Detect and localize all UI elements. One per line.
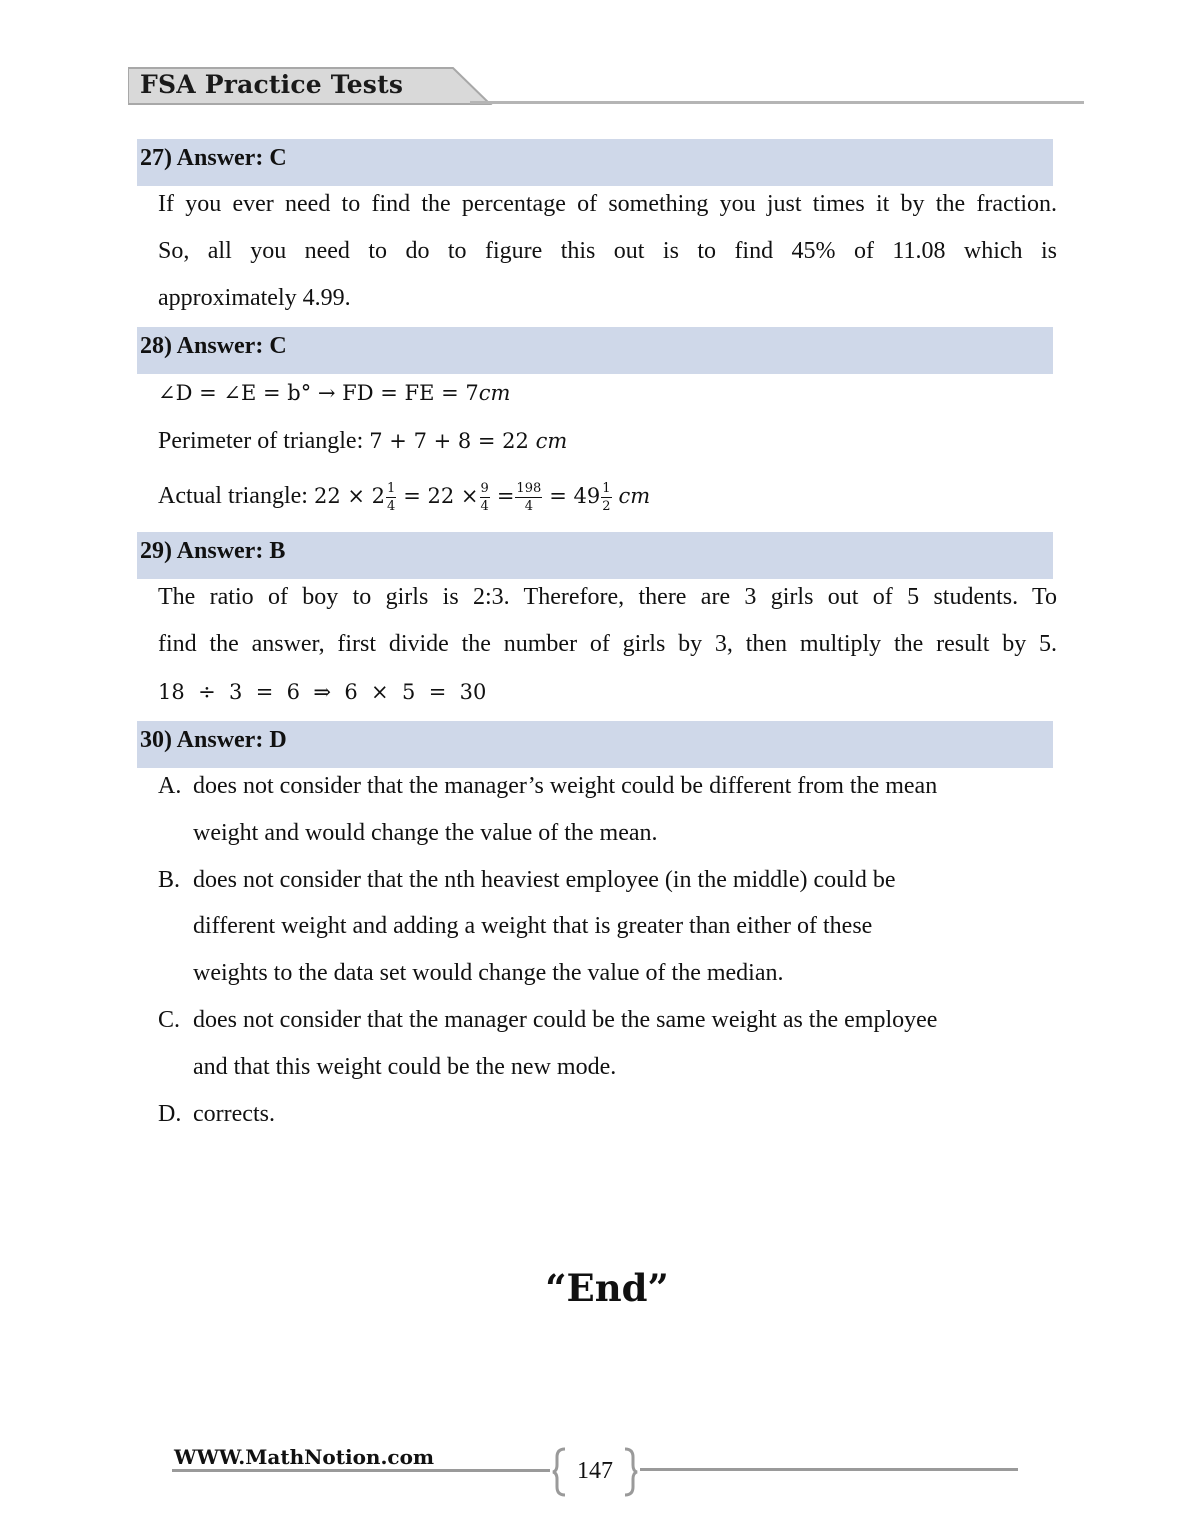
option-c-line-2: and that this weight could be the new mode. (193, 1054, 617, 1080)
fraction-2 (480, 480, 490, 515)
actual-part-d: = 49 (549, 484, 601, 509)
answer-29-bar (137, 532, 1053, 579)
option-b-letter: B. (158, 867, 181, 893)
option-c-letter: C. (158, 1007, 181, 1033)
answer-29-line-2: find the answer, first divide the number of girls by 3, then multiply the result by 5. (158, 631, 1057, 657)
page-number-box (552, 1447, 638, 1497)
answer-27-line-1: If you ever need to find the percentage of something you just times it by the fraction. (158, 191, 1057, 217)
header-title: FSA Practice Tests (140, 70, 404, 99)
answer-29-line-1: The ratio of boy to girls is 2:3. Therefore, there are 3 girls out of 5 students. To (158, 584, 1057, 610)
option-b-line-1: does not consider that the nth heaviest employee (in the middle) could be (193, 867, 896, 893)
option-d-line-1: corrects. (193, 1101, 275, 1127)
option-a-line-1: does not consider that the manager’s weight could be different from the mean (193, 773, 938, 799)
footer-website: WWW.MathNotion.com (174, 1445, 435, 1469)
fraction-3-num: 198 (516, 481, 542, 496)
option-a-letter: A. (158, 773, 182, 799)
answer-28-label: 28) Answer: C (140, 333, 287, 359)
fraction-4-den: 2 (602, 499, 611, 514)
answer-28-actual-line (158, 480, 650, 515)
fraction-1-den: 4 (386, 499, 396, 514)
answer-29-line-3: 18 ÷ 3 = 6 ⇒ 6 × 5 = 30 (158, 680, 487, 704)
answer-30-bar (137, 721, 1053, 768)
page-number: 147 (577, 1458, 613, 1484)
answer-29-label: 29) Answer: B (140, 538, 286, 564)
fraction-4-num: 1 (602, 481, 611, 496)
answer-27-label: 27) Answer: C (140, 145, 287, 171)
option-d-letter: D. (158, 1101, 182, 1127)
answer-28-perimeter-line (158, 426, 567, 456)
fraction-3 (515, 480, 542, 515)
fraction-2-den: 4 (480, 499, 489, 514)
fraction-2-num: 9 (480, 481, 489, 496)
actual-label: Actual triangle: (158, 483, 314, 510)
answer-30-label: 30) Answer: D (140, 727, 287, 753)
answer-28-angle-line (158, 378, 510, 408)
actual-part-b: = 22 × (403, 484, 479, 509)
answer-28-bar (137, 327, 1053, 374)
actual-part-a: 22 × 2 (313, 484, 385, 509)
footer-rule-right (640, 1468, 1018, 1471)
option-c-line-1: does not consider that the manager could be the same weight as the employee (193, 1007, 938, 1033)
option-b-line-3: weights to the data set would change the value of the median. (193, 960, 784, 986)
header-rule (470, 101, 1084, 104)
fraction-4 (601, 480, 611, 515)
perimeter-expression: 7 + 7 + 8 = 22 (369, 429, 536, 453)
fraction-1-num: 1 (386, 481, 396, 496)
answer-27-line-3: approximately 4.99. (158, 285, 351, 311)
answer-27-bar (137, 139, 1053, 186)
answer-27-line-2: So, all you need to do to figure this out is to find 45% of 11.08 which is (158, 238, 1057, 264)
option-a-line-2: weight and would change the value of the mean. (193, 820, 658, 846)
angle-equation: ∠D = ∠E = b° → FD = FE = 7 (158, 381, 479, 405)
actual-part-c: = (496, 484, 515, 509)
end-heading: “End” (545, 1266, 669, 1310)
angle-unit: cm (478, 381, 511, 405)
fraction-1 (386, 480, 396, 515)
footer-rule-left (172, 1469, 550, 1472)
option-b-line-2: different weight and adding a weight that is greater than either of these (193, 913, 873, 939)
perimeter-unit: cm (535, 429, 568, 453)
actual-unit: cm (618, 484, 651, 509)
perimeter-label: Perimeter of triangle: (158, 428, 370, 454)
fraction-3-den: 4 (524, 499, 533, 514)
